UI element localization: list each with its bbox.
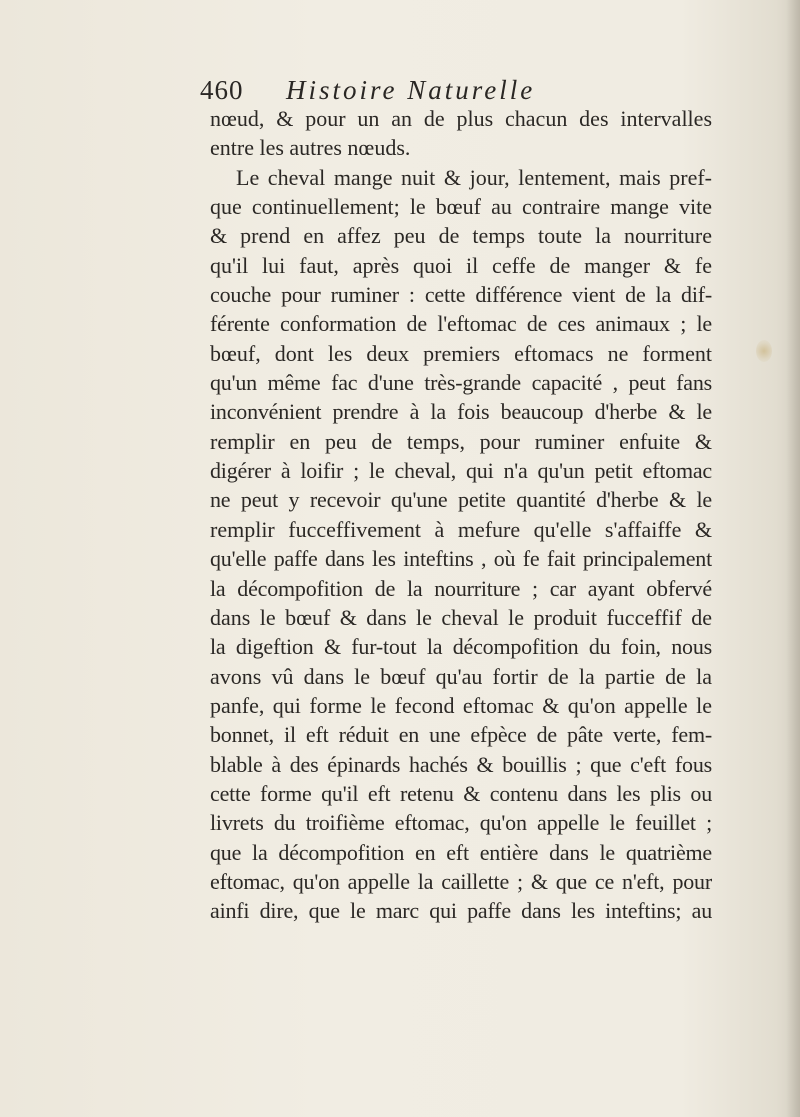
text-line-24: cette forme qu'il eft retenu & contenu dans les plis ou [210,780,712,806]
text-line-23: blable à des épinards hachés & bouillis ; que c'eft fous [210,751,712,777]
text-line-25: livrets du troifième eftomac, qu'on appelle le feuillet ; [210,810,712,836]
text-line-19: la digeftion & fur-tout la décompofition du foin, nous [210,634,712,660]
paper-stain [756,340,772,362]
text-line-11: inconvénient prendre à la fois beaucoup d'herbe & le [210,399,712,425]
text-line-2: entre les autres nœuds. [210,135,411,161]
text-line-9: bœuf, dont les deux premiers eftomacs ne forment [210,340,712,366]
text-line-6: qu'il lui faut, après quoi il ceffe de manger & fe [210,252,712,278]
text-line-3: Le cheval mange nuit & jour, lentement, mais pref- [236,164,712,190]
text-line-4: que continuellement; le bœuf au contraire mange vite [210,194,712,220]
text-line-10: qu'un même fac d'une très-grande capacité , peut fans [210,370,712,396]
text-line-1: nœud, & pour un an de plus chacun des intervalles [210,106,712,131]
text-line-22: bonnet, il eft réduit en une efpèce de pâte verte, fem- [210,722,712,748]
text-line-21: panfe, qui forme le fecond eftomac & qu'on appelle le [210,692,712,718]
text-line-5: & prend en affez peu de temps toute la nourriture [210,223,712,249]
body-text [210,104,712,926]
text-line-18: dans le bœuf & dans le cheval le produit fucceffif de [210,604,712,630]
text-line-17: la décompofition de la nourriture ; car ayant obfervé [210,575,712,601]
text-line-8: férente conformation de l'eftomac de ces animaux ; le [210,311,712,337]
text-line-16: qu'elle paffe dans les inteftins , où fe fait principalement [210,546,712,572]
text-line-13: digérer à loifir ; le cheval, qui n'a qu'un petit eftomac [210,458,712,484]
text-line-12: remplir en peu de temps, pour ruminer enfuite & [210,428,712,454]
running-title: Histoire Naturelle [286,75,536,105]
page-number: 460 [200,75,244,105]
text-line-15: remplir fucceffivement à mefure qu'elle s'affaiffe & [210,516,712,542]
text-line-7: couche pour ruminer : cette différence vient de la dif- [210,282,712,308]
text-line-14: ne peut y recevoir qu'une petite quantité d'herbe & le [210,487,712,513]
text-line-20: avons vû dans le bœuf qu'au fortir de la partie de la [210,663,712,689]
text-line-27: eftomac, qu'on appelle la caillette ; & que ce n'eft, pour [210,868,712,894]
page-edge-shadow [786,0,800,1117]
text-line-26: que la décompofition en eft entière dans le quatrième [210,839,712,865]
text-line-28: ainfi dire, que le marc qui paffe dans les inteftins; au [210,898,712,924]
